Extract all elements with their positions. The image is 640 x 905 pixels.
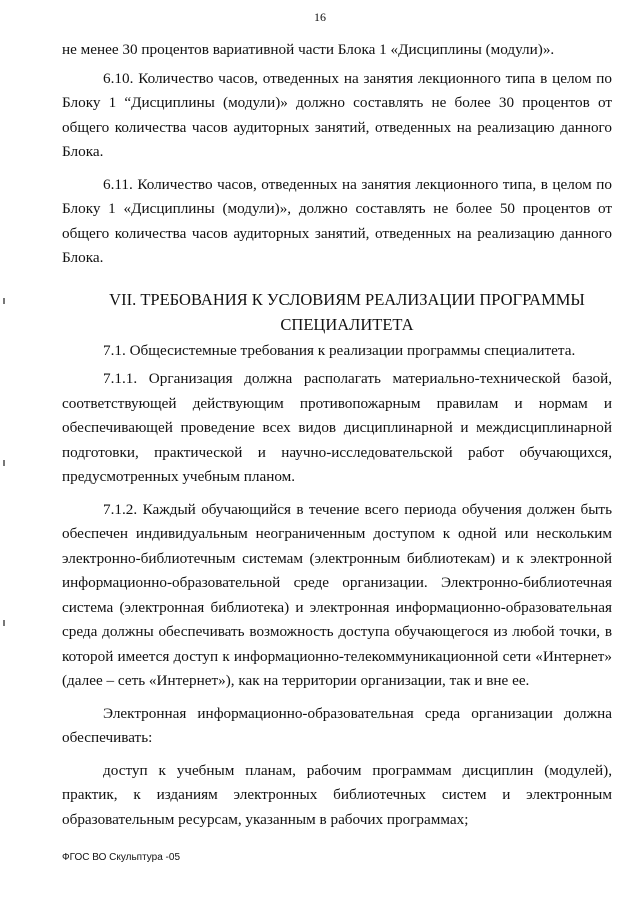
paragraph-6-11: 6.11. Количество часов, отведенных на занятия лекционного типа, в целом по Блоку 1 «Дисциплины (модули)», должно составлять не более 50 процентов от общего количества часов аудиторных занятий, отведенных на реализацию данного Блока. (62, 175, 612, 266)
section-title-line-2: СПЕЦИАЛИТЕТА (280, 314, 414, 334)
paragraph-eios-intro: Электронная информационно-образовательная среда организации должна обеспечивать: (62, 704, 612, 746)
scan-margin-mark (3, 298, 5, 304)
paragraph-7-1: 7.1. Общесистемные требования к реализации программы специалитета. (103, 341, 576, 359)
page-number: 16 (314, 10, 326, 24)
section-title (62, 287, 612, 337)
paragraph-access: доступ к учебным планам, рабочим программам дисциплин (модулей), практик, к изданиям электронных библиотечных систем и электронным образовательным ресурсам, указанным в рабочих программах; (62, 761, 612, 828)
document-body (62, 38, 612, 832)
paragraph-7-1-2: 7.1.2. Каждый обучающийся в течение всего периода обучения должен быть обеспечен индивидуальным неограниченным доступом к одной или нескольким электронно-библиотечным системам (электронным библиотекам) и к электронной информационно-образовательной среде организации. Электронно-библиотечная система (электронная библиотека) и электронная информационно-образовательная среда должны обеспечивать возможность доступа обучающегося из любой точки, в которой имеется доступ к информационно-телекоммуникационной сети «Интернет» (далее – сеть «Интернет»), как на территории организации, так и вне ее. (62, 500, 612, 689)
paragraph-continuation: не менее 30 процентов вариативной части Блока 1 «Дисциплины (модули)». (62, 41, 555, 58)
scan-margin-mark (3, 620, 5, 626)
scan-margin-mark (3, 460, 5, 466)
section-title-line-1: VII. ТРЕБОВАНИЯ К УСЛОВИЯМ РЕАЛИЗАЦИИ ПРОГРАММЫ (109, 289, 585, 309)
paragraph-7-1-1: 7.1.1. Организация должна располагать материально-технической базой, соответствующей действующим противопожарным правилам и нормам и обеспечивающей проведение всех видов дисциплинарной и междисциплинарной подготовки, практической и научно-исследовательской работ обучающихся, предусмотренных учебным планом. (62, 370, 612, 485)
footer-note: ФГОС ВО Скульптура -05 (62, 852, 181, 863)
paragraph-6-10: 6.10. Количество часов, отведенных на занятия лекционного типа в целом по Блоку 1 “Дисциплины (модули)» должно составлять не более 30 процентов от общего количества часов аудиторных занятий, отведенных на реализацию данного Блока. (62, 69, 612, 160)
